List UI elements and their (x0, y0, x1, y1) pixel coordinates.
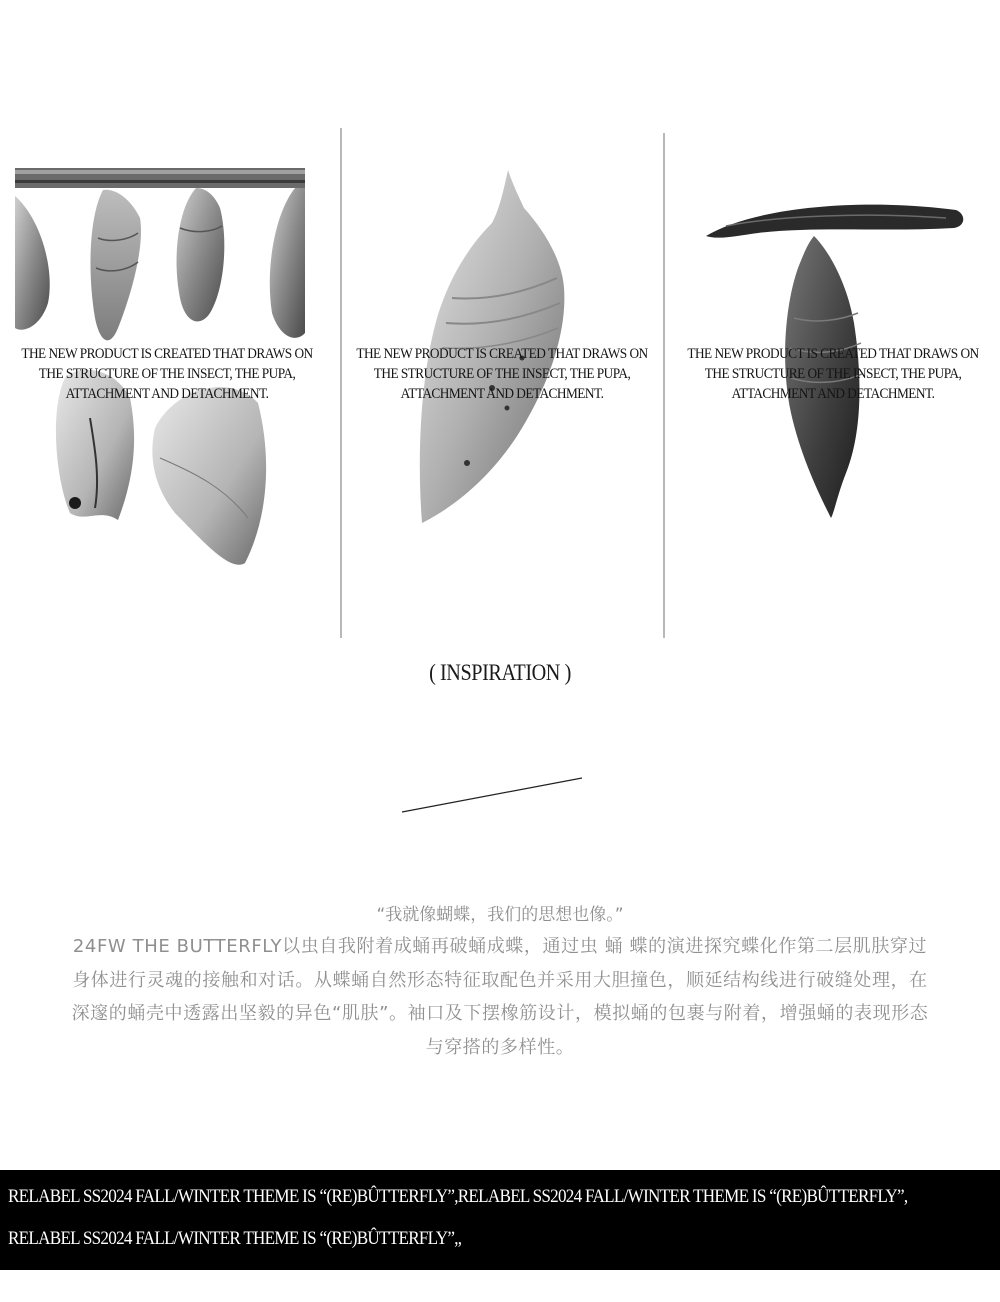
panel-caption: THE NEW PRODUCT IS CREATED THAT DRAWS ON THE STRUCTURE OF THE INSECT, THE PUPA, ATTACHMENT AND DETACHMENT. (687, 346, 979, 402)
inspiration-panel-1 (0, 128, 334, 638)
panel-caption: THE NEW PRODUCT IS CREATED THAT DRAWS ON THE STRUCTURE OF THE INSECT, THE PUPA, ATTACHMENT AND DETACHMENT. (21, 346, 313, 402)
diagonal-divider (400, 774, 584, 816)
inspiration-panel-2 (342, 128, 662, 638)
panel-caption: THE NEW PRODUCT IS CREATED THAT DRAWS ON THE STRUCTURE OF THE INSECT, THE PUPA, ATTACHMENT AND DETACHMENT. (356, 346, 648, 402)
banner-text-line: RELABEL SS2024 FALL/WINTER THEME IS “(RE)BÛTTERFLY”,RELABEL SS2024 FALL/WINTER THEME IS “(RE)BÛTTERFLY”, (8, 1186, 908, 1207)
banner-text-line: RELABEL SS2024 FALL/WINTER THEME IS “(RE)BÛTTERFLY”,, (8, 1228, 462, 1249)
collection-description: 24FW THE BUTTERFLY以虫自我附着成蛹再破蛹成蝶，通过虫 蛹 蝶的演进探究蝶化作第二层肌肤穿过身体进行灵魂的接触和对话。从蝶蛹自然形态特征取配色并采用大胆撞色，顺延结构线进行破缝处理，在深邃的蛹壳中透露出坚毅的异色“肌肤”。袖口及下摆橡筋设计，模拟蛹的包裹与附着，增强蛹的表现形态与穿搭的多样性。 (71, 936, 929, 1058)
theme-banner (0, 1170, 1000, 1270)
section-title: ( INSPIRATION ) (429, 660, 571, 685)
quote-text: “我就像蝴蝶，我们的思想也像。” (376, 905, 624, 925)
panel-divider (663, 133, 665, 638)
inspiration-panel-3 (666, 128, 1000, 638)
